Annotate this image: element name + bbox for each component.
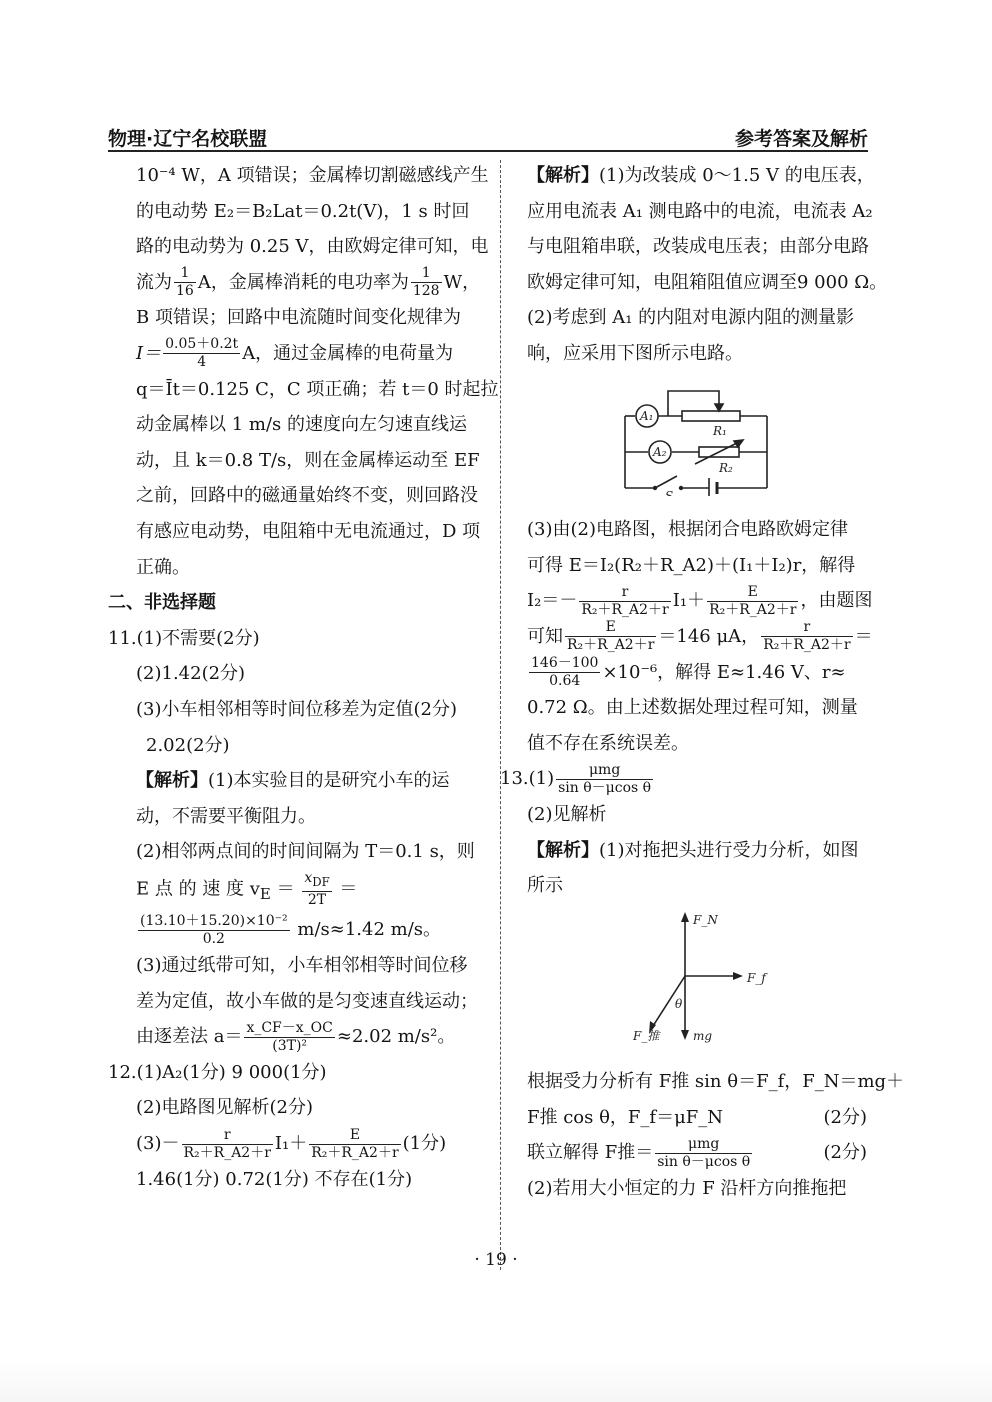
fraction: $\frac{E}{\text{R₂＋R\_A2＋r}}$	[567, 619, 655, 654]
normal-force-label: F_N	[693, 912, 718, 927]
answer-line: 12.(1)A₂(1分) 9 000(1分)	[108, 1061, 327, 1083]
text-line: 流为 $\frac{1}{16}$ A，金属棒消耗的电功率为 $\frac{1}{128}$ W，	[136, 265, 481, 300]
text-line: 所示	[527, 875, 563, 897]
answer-line: (2)见解析	[527, 803, 607, 825]
header-subject: 物理·辽宁名校联盟	[108, 128, 268, 150]
page-bottom-margin	[0, 1360, 992, 1402]
fraction: $\frac{E}{\text{R₂＋R\_A2＋r}}$	[709, 583, 797, 618]
friction-force-label: F_f	[747, 970, 766, 985]
circuit-diagram	[527, 376, 867, 509]
text-line: 响，应采用下图所示电路。	[527, 342, 743, 364]
text-line: 差为定值，故小车做的是匀变速直线运动；	[136, 990, 478, 1012]
fraction: $\frac{x\_CF-x\_OC}{\text{(3T)²}}$	[246, 1019, 333, 1054]
fraction: $\frac{r}{\text{R₂＋R\_A2＋r}}$	[763, 619, 851, 654]
fraction: $\frac{r}{\text{R₂＋R\_A2＋r}}$	[183, 1126, 271, 1161]
text-line: 由逐差法 a＝ $\frac{x\_CF-x\_OC}{\text{(3T)²}}$ ≈2.02 m/s²。	[136, 1019, 456, 1054]
text-line: 动金属棒以 1 m/s 的速度向左匀速直线运	[136, 414, 467, 436]
text-line: 欧姆定律可知，电阻箱阻值应调至9 000 Ω。	[527, 271, 888, 293]
fraction: $\frac{E}{\text{R₂＋R\_A2＋r}}$	[311, 1126, 399, 1161]
text-line: E 点 的 速 度 $v_E$ ＝ $x_{DF}$ 2T ＝	[136, 869, 358, 908]
fraction: $\frac{\text{(13.10＋15.20)×10⁻²}}{0.2}$	[140, 912, 288, 947]
force-diagram	[527, 908, 867, 1061]
text-line: (2)考虑到 A₁ 的内阻对电源内阻的测量影	[527, 307, 855, 329]
text-line: 联立解得 F推＝ μmg sin θ－μcos θ (2分)	[527, 1135, 867, 1170]
answer-line: (2)1.42(2分)	[136, 663, 246, 685]
fraction: $x_{DF}$ 2T	[304, 869, 330, 908]
answer-line: 13.(1) μmg sin θ－μcos θ	[500, 761, 652, 796]
fraction: μmg sin θ－μcos θ	[558, 761, 652, 796]
header-title: 参考答案及解析	[734, 128, 868, 150]
fraction: $\frac{0.05+0.2t}{4}$	[165, 336, 239, 371]
answer-line: (2)电路图见解析(2分)	[136, 1097, 313, 1119]
resistor-r2-label: R₂	[719, 460, 733, 475]
text-line: 应用电流表 A₁ 测电路中的电流，电流表 A₂	[527, 200, 873, 222]
text-line: 可知 $\frac{E}{\text{R₂＋R\_A2＋r}}$ ＝146 μA， $\frac{r}{\text{R₂＋R\_A2＋r}}$ ＝	[527, 619, 873, 654]
text-line: 与电阻箱串联，改装成电压表；由部分电路	[527, 236, 869, 258]
right-column	[500, 158, 905, 1207]
text-line: $\frac{146-100}{0.64}$ ×10⁻⁶，解得 E≈1.46 V、r≈	[531, 655, 846, 690]
text-line: 正确。	[136, 556, 190, 578]
text-line: 【解析】(1)为改装成 0～1.5 V 的电压表，	[527, 165, 875, 186]
text-line: 根据受力分析有 F推 sin θ＝F_f，F_N＝mg＋	[527, 1071, 905, 1093]
text-line: q＝Īt＝0.125 C，C 项正确；若 t＝0 时起拉	[136, 378, 499, 400]
text-line: 【解析】(1)对拖把头进行受力分析，如图	[527, 839, 859, 861]
angle-theta-label: θ	[675, 996, 683, 1011]
fraction: $\frac{1}{128}$	[412, 265, 440, 300]
answer-line: 1.46(1分) 0.72(1分) 不存在(1分)	[136, 1168, 413, 1190]
section-heading: 二、非选择题	[108, 592, 216, 614]
answer-line: (3)小车相邻相等时间位移差为定值(2分)	[136, 698, 457, 720]
text-line: (3)通过纸带可知，小车相邻相等时间位移	[136, 955, 468, 977]
push-force-label: F_推	[633, 1028, 660, 1043]
text-line: 路的电动势为 0.25 V，由欧姆定律可知，电	[136, 236, 489, 258]
switch-label: S	[665, 488, 674, 496]
fraction: $\frac{r}{\text{R₂＋R\_A2＋r}}$	[581, 583, 669, 618]
answer-line: 11.(1)不需要(2分)	[108, 627, 260, 649]
text-line: 动，不需要平衡阻力。	[136, 805, 316, 827]
gravity-label: mg	[693, 1028, 713, 1043]
text-line: 【解析】(1)本实验目的是研究小车的运	[136, 770, 450, 792]
header-rule	[108, 150, 868, 152]
ammeter-a2-label: A₂	[653, 444, 667, 459]
resistor-r1-label: R₁	[713, 423, 727, 438]
fraction: $\frac{146-100}{0.64}$	[531, 655, 599, 690]
column-divider	[500, 160, 501, 1270]
text-line: I₂＝－ $\frac{r}{\text{R₂＋R\_A2＋r}}$ I₁＋ $\frac{E}{\text{R₂＋R\_A2＋r}}$ ，由题图	[527, 583, 873, 618]
answer-line: (3)－ $\frac{r}{\text{R₂＋R\_A2＋r}}$ I₁＋ $\frac{E}{\text{R₂＋R\_A2＋r}}$ (1分)	[136, 1126, 447, 1161]
text-line: (2)相邻两点间的时间间隔为 T＝0.1 s，则	[136, 841, 475, 863]
answer-line: 2.02(2分)	[146, 734, 230, 756]
text-line: B 项错误；回路中电流随时间变化规律为	[136, 307, 461, 329]
text-line: 可得 E＝I₂(R₂＋R_A2)＋(I₁＋I₂)r，解得	[527, 554, 856, 576]
ammeter-a1-label: A₁	[640, 408, 654, 423]
text-line: F推 cos θ，F_f＝μF_N (2分)	[527, 1106, 867, 1128]
left-column	[108, 158, 499, 1197]
text-line: (3)由(2)电路图，根据闭合电路欧姆定律	[527, 519, 848, 541]
text-line: 0.72 Ω。由上述数据处理过程可知，测量	[527, 697, 858, 719]
text-line: 有感应电动势，电阻箱中无电流通过，D 项	[136, 520, 481, 542]
text-line: (2)若用大小恒定的力 F 沿杆方向推拖把	[527, 1178, 847, 1200]
text-line: I＝ $\frac{0.05+0.2t}{4}$ A，通过金属棒的电荷量为	[136, 336, 454, 371]
text-line: 值不存在系统误差。	[527, 732, 689, 754]
fraction: μmg sin θ－μcos θ	[657, 1135, 751, 1170]
page-number: · 19 ·	[474, 1250, 518, 1270]
text-line: 10⁻⁴ W，A 项错误；金属棒切割磁感线产生	[136, 165, 489, 186]
fraction: $\frac{1}{16}$	[176, 265, 194, 300]
text-line: $\frac{\text{(13.10＋15.20)×10⁻²}}{0.2}$ m/s≈1.42 m/s。	[140, 912, 441, 947]
text-line: 之前，回路中的磁通量始终不变，则回路没	[136, 485, 478, 507]
text-line: 动，且 k＝0.8 T/s，则在金属棒运动至 EF	[136, 449, 480, 471]
text-line: 的电动势 E₂＝B₂Lat＝0.2t(V)，1 s 时回	[136, 200, 470, 222]
